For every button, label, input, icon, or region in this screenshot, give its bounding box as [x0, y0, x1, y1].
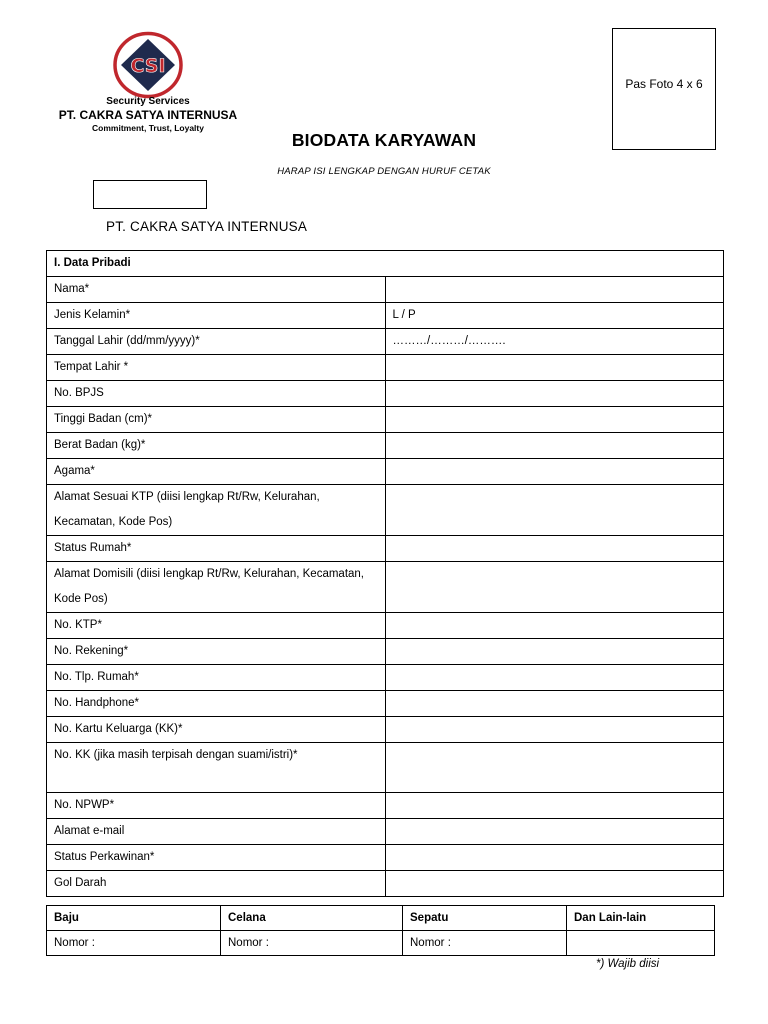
field-label: Status Rumah* — [47, 536, 386, 562]
company-line: PT. CAKRA SATYA INTERNUSA — [106, 219, 308, 234]
field-label: Tanggal Lahir (dd/mm/yyyy)* — [47, 329, 386, 355]
field-label: Agama* — [47, 459, 386, 485]
field-label: No. NPWP* — [47, 793, 386, 819]
size-header-celana: Celana — [221, 906, 403, 931]
field-label: Status Perkawinan* — [47, 845, 386, 871]
company-name: PT. CAKRA SATYA INTERNUSA — [58, 108, 238, 122]
table-row — [47, 871, 724, 897]
table-row — [47, 743, 724, 793]
field-label: No. KTP* — [47, 613, 386, 639]
table-row — [47, 691, 724, 717]
field-value[interactable] — [385, 665, 724, 691]
size-header-row — [47, 906, 715, 931]
document-instruction: HARAP ISI LENGKAP DENGAN HURUF CETAK — [277, 166, 491, 177]
table-row — [47, 277, 724, 303]
footnote: *) Wajib diisi — [596, 958, 660, 970]
field-label: No. Rekening* — [47, 639, 386, 665]
field-value[interactable]: L / P — [385, 303, 724, 329]
table-row — [47, 536, 724, 562]
field-value[interactable] — [385, 381, 724, 407]
table-row — [47, 639, 724, 665]
field-label: Gol Darah — [47, 871, 386, 897]
table-row — [47, 793, 724, 819]
field-value[interactable] — [385, 819, 724, 845]
field-label: Tempat Lahir * — [47, 355, 386, 381]
company-block — [50, 95, 246, 134]
size-header-lain: Dan Lain-lain — [567, 906, 715, 931]
photo-box-label: Pas Foto 4 x 6 — [625, 77, 703, 91]
personal-data-table — [46, 250, 724, 897]
table-row — [47, 459, 724, 485]
field-label: No. Tlp. Rumah* — [47, 665, 386, 691]
field-label: Alamat e-mail — [47, 819, 386, 845]
table-row — [47, 407, 724, 433]
field-label: Alamat Domisili (diisi lengkap Rt/Rw, Kelurahan, Kecamatan, Kode Pos) — [47, 562, 386, 613]
table-row — [47, 819, 724, 845]
field-value[interactable] — [385, 536, 724, 562]
field-label: Berat Badan (kg)* — [47, 433, 386, 459]
size-value-lain[interactable] — [567, 931, 715, 956]
field-label: Tinggi Badan (cm)* — [47, 407, 386, 433]
field-value[interactable] — [385, 562, 724, 613]
size-value-celana[interactable]: Nomor : — [221, 931, 403, 956]
table-row — [47, 303, 724, 329]
field-value[interactable] — [385, 355, 724, 381]
field-value[interactable] — [385, 277, 724, 303]
table-row — [47, 433, 724, 459]
field-value[interactable] — [385, 613, 724, 639]
field-value[interactable] — [385, 407, 724, 433]
field-label: Jenis Kelamin* — [47, 303, 386, 329]
field-value[interactable] — [385, 485, 724, 536]
field-value[interactable] — [385, 459, 724, 485]
field-label: Nama* — [47, 277, 386, 303]
field-value[interactable] — [385, 871, 724, 897]
size-value-sepatu[interactable]: Nomor : — [403, 931, 567, 956]
field-label: Alamat Sesuai KTP (diisi lengkap Rt/Rw, Kelurahan, Kecamatan, Kode Pos) — [47, 485, 386, 536]
field-value[interactable] — [385, 845, 724, 871]
field-value[interactable] — [385, 793, 724, 819]
table-row — [47, 355, 724, 381]
table-row — [47, 665, 724, 691]
document-title: BIODATA KARYAWAN — [291, 130, 477, 150]
table-row — [47, 845, 724, 871]
table-row — [47, 381, 724, 407]
table-row — [47, 613, 724, 639]
field-value[interactable] — [385, 691, 724, 717]
company-logo — [112, 31, 184, 99]
size-header-baju: Baju — [47, 906, 221, 931]
field-label: No. KK (jika masih terpisah dengan suami/istri)* — [47, 743, 386, 793]
field-label: No. Kartu Keluarga (KK)* — [47, 717, 386, 743]
table-row — [47, 717, 724, 743]
company-tagline-top: Security Services — [106, 96, 190, 107]
table-row — [47, 329, 724, 355]
company-tagline-bottom: Commitment, Trust, Loyalty — [92, 123, 204, 133]
field-value[interactable] — [385, 433, 724, 459]
field-value[interactable] — [385, 639, 724, 665]
size-value-row — [47, 931, 715, 956]
section-title: I. Data Pribadi — [47, 251, 724, 277]
table-row — [47, 485, 724, 536]
field-label: No. BPJS — [47, 381, 386, 407]
table-row — [47, 562, 724, 613]
header-input-box[interactable] — [93, 180, 207, 209]
size-header-sepatu: Sepatu — [403, 906, 567, 931]
size-value-baju[interactable]: Nomor : — [47, 931, 221, 956]
uniform-size-table — [46, 905, 715, 956]
field-value[interactable]: ………/………/………. — [385, 329, 724, 355]
field-value[interactable] — [385, 743, 724, 793]
logo-letters: CSI — [130, 55, 166, 77]
field-label: No. Handphone* — [47, 691, 386, 717]
field-value[interactable] — [385, 717, 724, 743]
section-header-row — [47, 251, 724, 277]
